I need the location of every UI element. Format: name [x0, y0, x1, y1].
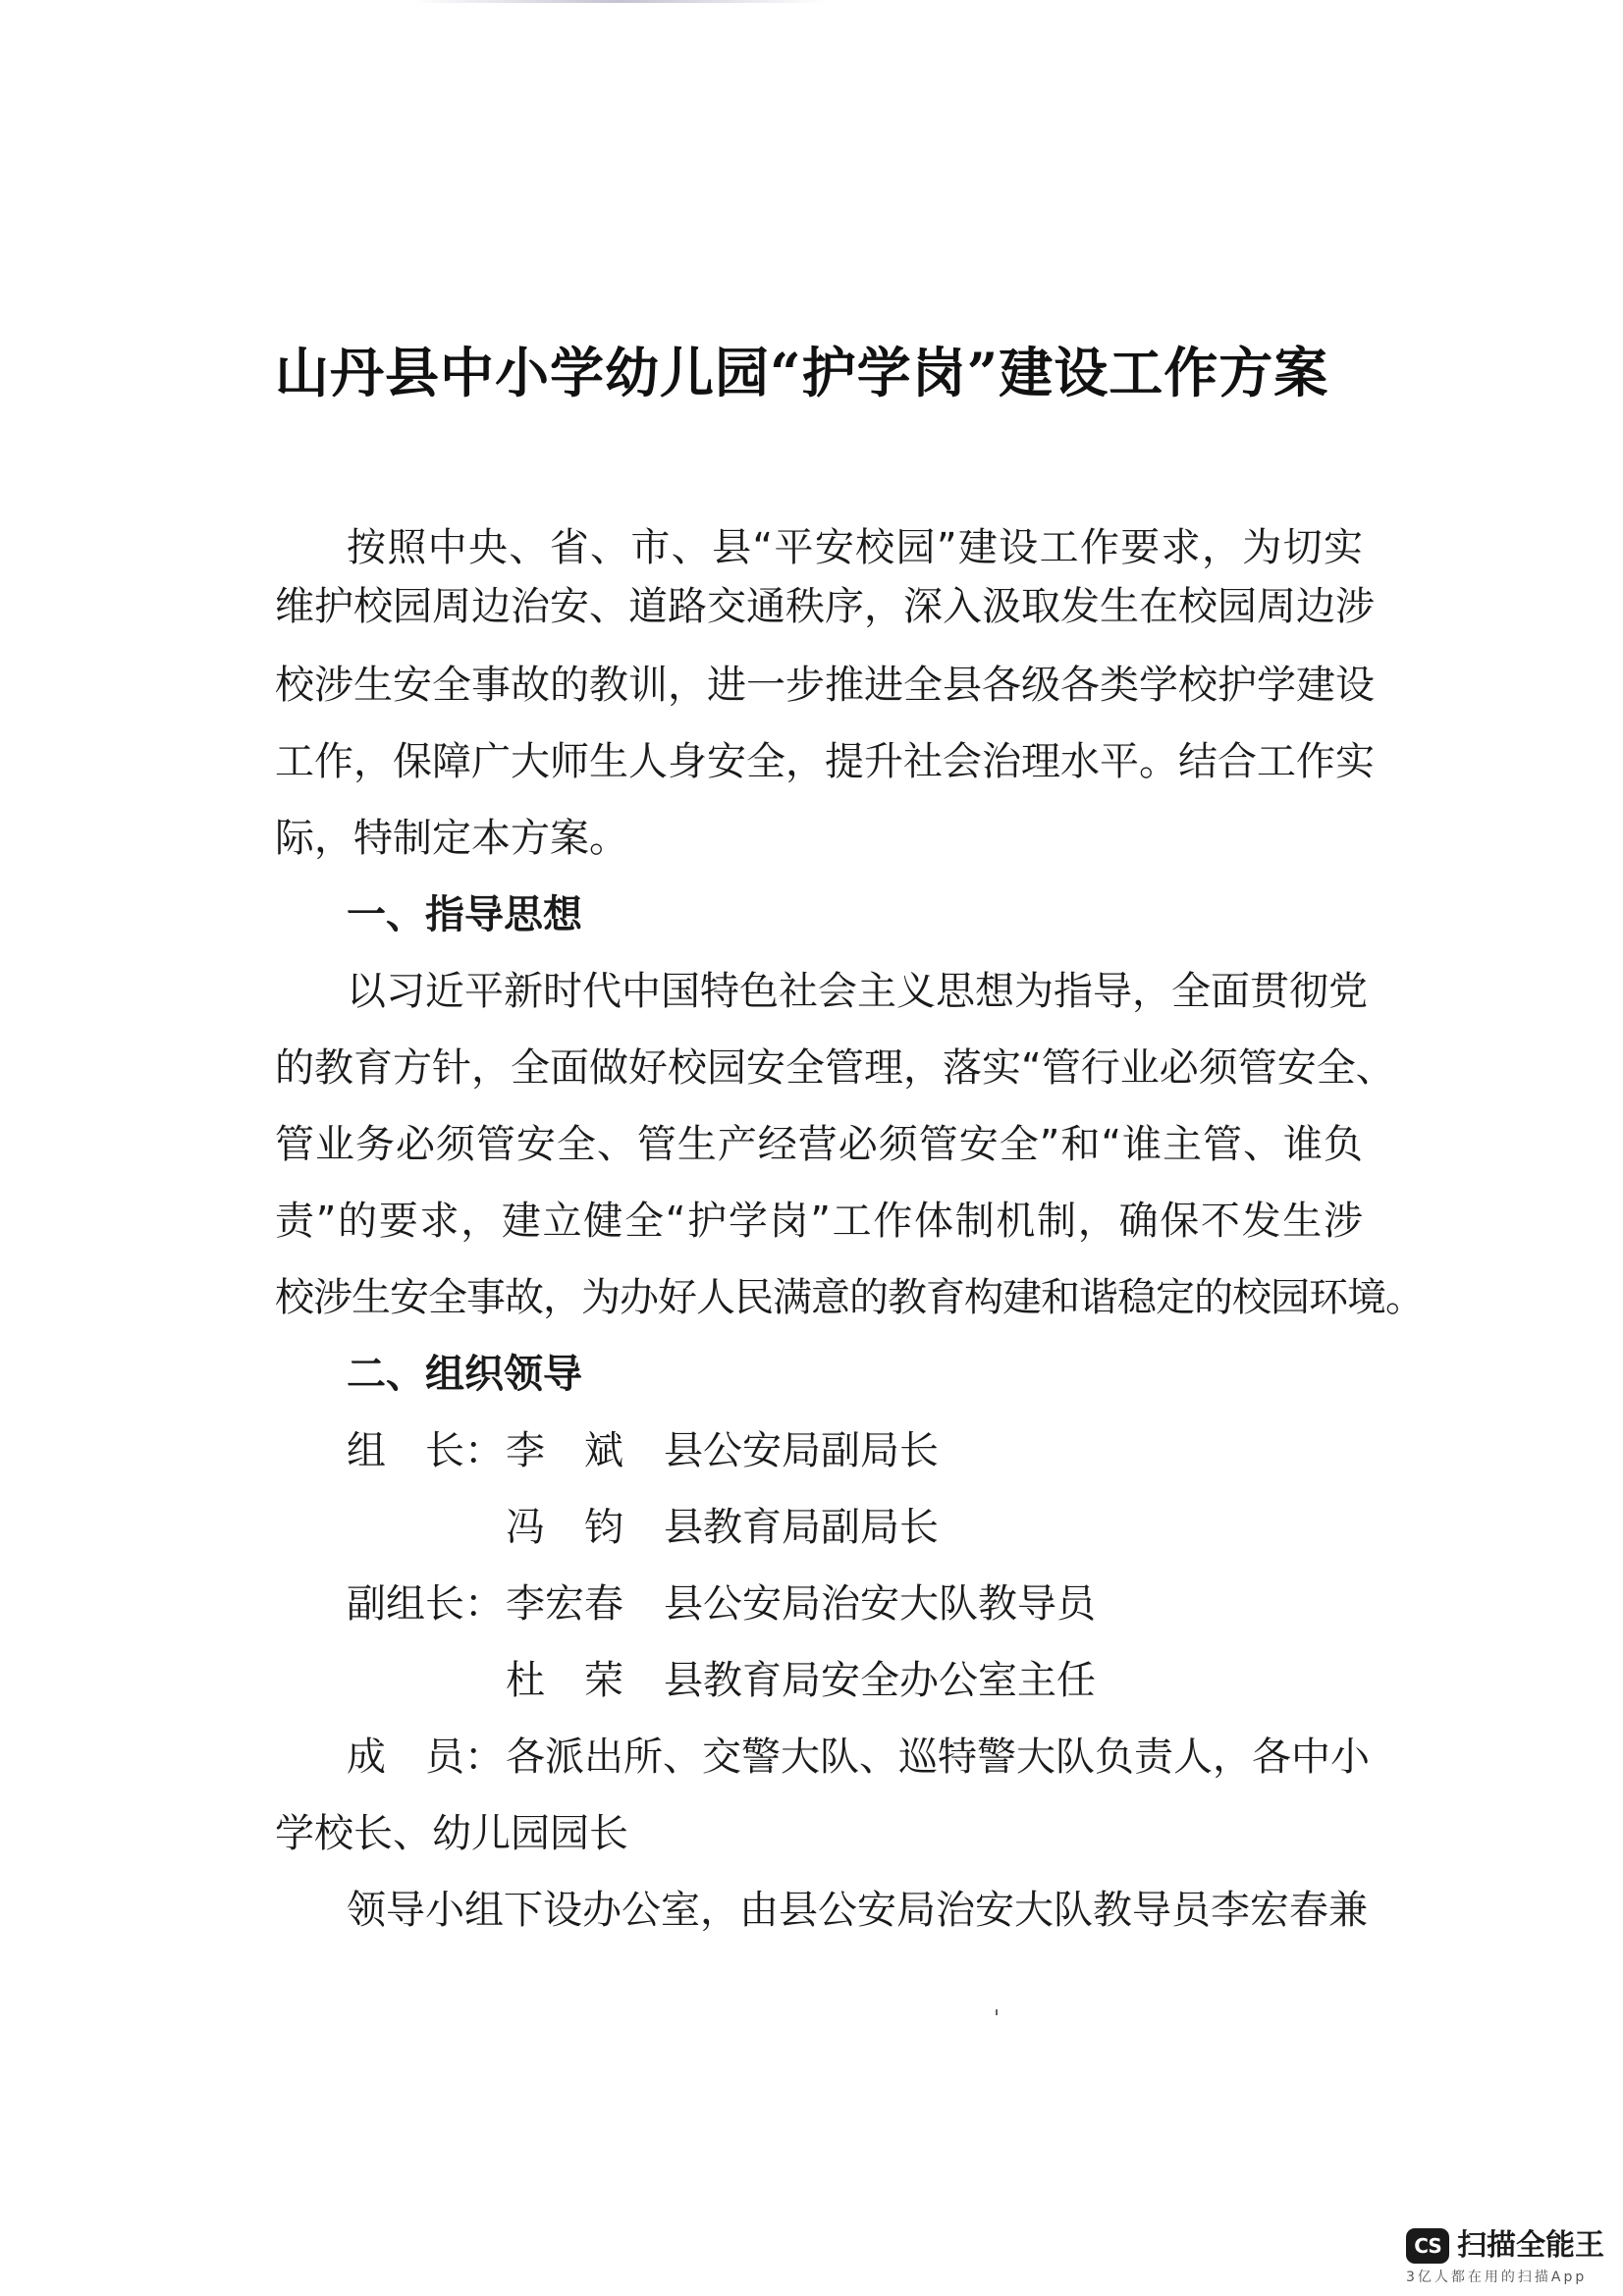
intro-line-3: 校涉生安全事故的教训，进一步推进全县各级各类学校护学建设 — [275, 663, 1375, 708]
leader-label: 组 长： — [347, 1428, 504, 1473]
section1-line-2: 的教育方针，全面做好校园安全管理，落实“管行业必须管安全、 — [275, 1045, 1395, 1091]
intro-line-2: 维护校园周边治安、道路交通秩序，深入汲取发生在校园周边涉 — [275, 584, 1375, 629]
leader-title-2: 县教育局副局长 — [664, 1505, 939, 1550]
leader-name-1: 李 斌 — [506, 1428, 623, 1473]
members-text-line-1: 各派出所、交警大队、巡特警大队负责人，各中小 — [506, 1735, 1370, 1780]
deputy-label: 副组长： — [347, 1581, 504, 1627]
document-title: 山丹县中小学幼儿园“护学岗”建设工作方案 — [275, 341, 1329, 404]
office-line: 领导小组下设办公室，由县公安局治安大队教导员李宏春兼 — [347, 1888, 1368, 1933]
scanner-watermark — [1406, 2226, 1602, 2285]
scanner-logo-icon: CS — [1406, 2228, 1449, 2264]
section1-line-1: 以习近平新时代中国特色社会主义思想为指导，全面贯彻党 — [347, 969, 1368, 1014]
deputy-title-1: 县公安局治安大队教导员 — [664, 1581, 1096, 1627]
section1-line-4: 责”的要求，建立健全“护学岗”工作体制机制，确保不发生涉 — [275, 1199, 1363, 1244]
section1-line-5: 校涉生安全事故，为办好人民满意的教育构建和谐稳定的校园环境。 — [275, 1275, 1424, 1320]
deputy-title-2: 县教育局安全办公室主任 — [664, 1658, 1096, 1703]
scanner-tagline: 3亿人都在用的扫描App — [1406, 2269, 1588, 2285]
intro-line-4: 工作，保障广大师生人身安全，提升社会治理水平。结合工作实 — [275, 739, 1375, 784]
members-label: 成 员： — [347, 1735, 504, 1780]
intro-line-1: 按照中央、省、市、县“平安校园”建设工作要求，为切实 — [347, 525, 1363, 570]
members-text-line-2: 学校长、幼儿园园长 — [275, 1811, 628, 1856]
intro-line-5: 际，特制定本方案。 — [275, 816, 628, 861]
scan-edge-artifact — [412, 0, 825, 3]
section1-heading: 一、指导思想 — [347, 892, 582, 937]
deputy-name-1: 李宏春 — [506, 1581, 623, 1627]
section2-heading: 二、组织领导 — [347, 1352, 582, 1397]
deputy-name-2: 杜 荣 — [506, 1658, 623, 1703]
leader-name-2: 冯 钧 — [506, 1505, 623, 1550]
section1-line-3: 管业务必须管安全、管生产经营必须管安全”和“谁主管、谁负 — [275, 1122, 1363, 1167]
scan-speck — [996, 2009, 998, 2015]
leader-title-1: 县公安局副局长 — [664, 1428, 939, 1473]
scanner-app-name: 扫描全能王 — [1457, 2228, 1604, 2263]
